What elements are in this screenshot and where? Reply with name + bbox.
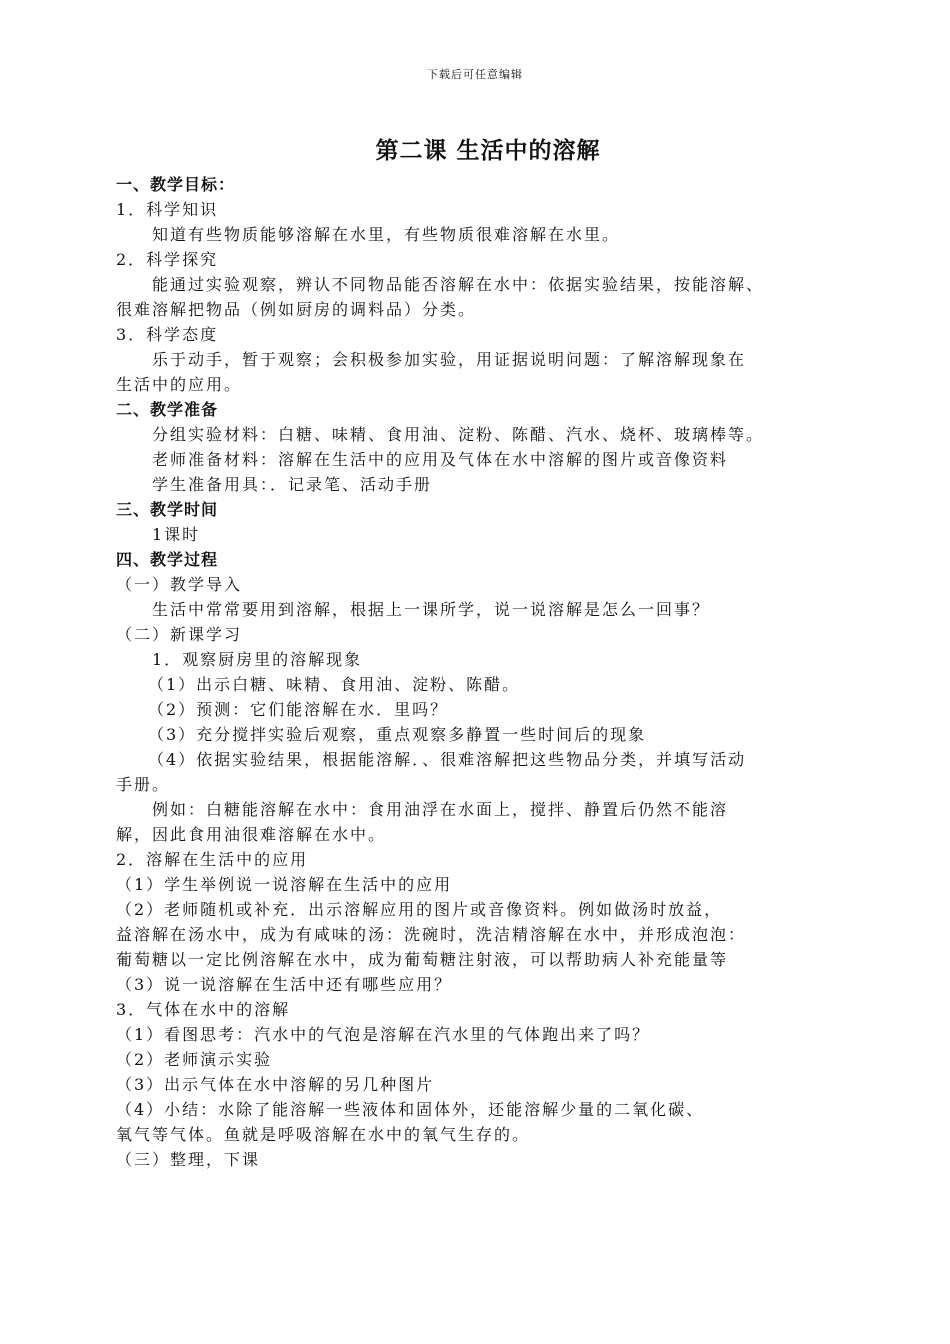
text-line: （二）新课学习 <box>116 625 243 644</box>
text-line: 生活中常常要用到溶解，根据上一课所学，说一说溶解是怎么一回事？ <box>152 600 711 619</box>
document-body <box>116 172 806 1172</box>
header-note: 下载后可任意编辑 <box>427 68 523 81</box>
document-title: 第二课 生活中的溶解 <box>375 138 601 164</box>
text-line: 例如：白糖能溶解在水中：食用油浮在水面上，搅拌、静置后仍然不能溶 <box>152 800 729 819</box>
text-line: （1）看图思考：汽水中的气泡是溶解在汽水里的气体跑出来了吗？ <box>116 1025 651 1044</box>
text-line: 老师准备材料：溶解在生活中的应用及气体在水中溶解的图片或音像资料 <box>152 450 729 469</box>
text-line: 学生准备用具：．记录笔、活动手册 <box>152 475 433 494</box>
text-line: 2．溶解在生活中的应用 <box>116 850 309 869</box>
text-line: 3．科学态度 <box>116 325 219 344</box>
text-line: 很难溶解把物品（例如厨房的调料品）分类。 <box>116 300 477 319</box>
text-line: 乐于动手，暂于观察；会积极参加实验，用证据说明问题：了解溶解现象在 <box>152 350 747 369</box>
text-line: 分组实验材料：白糖、味精、食用油、淀粉、陈醋、汽水、烧杯、玻璃棒等。 <box>152 425 765 444</box>
text-line: 手册。 <box>116 775 171 794</box>
section-heading: 三、教学时间 <box>116 500 219 519</box>
text-line: （三）整理，下课 <box>116 1150 261 1169</box>
text-line: （2）预测：它们能溶解在水．里吗？ <box>148 700 449 719</box>
text-line: （3）出示气体在水中溶解的另几种图片 <box>116 1075 435 1094</box>
text-line: （2）老师演示实验 <box>116 1050 273 1069</box>
text-line: 2．科学探究 <box>116 250 219 269</box>
section-heading: 四、教学过程 <box>116 550 219 569</box>
text-line: （4）小结：水除了能溶解一些液体和固体外，还能溶解少量的二氧化碳、 <box>116 1100 705 1119</box>
text-line: 3．气体在水中的溶解 <box>116 1000 291 1019</box>
text-line: （3）充分搅拌实验后观察，重点观察多静置一些时间后的现象 <box>148 725 647 744</box>
text-line: （1）学生举例说一说溶解在生活中的应用 <box>116 875 453 894</box>
text-line: 知道有些物质能够溶解在水里，有些物质很难溶解在水里。 <box>152 225 621 244</box>
text-line: 益溶解在汤水中，成为有咸味的汤：洗碗时，洗洁精溶解在水中，并形成泡泡： <box>116 925 747 944</box>
text-line: 1．观察厨房里的溶解现象 <box>152 650 363 669</box>
text-line: （3）说一说溶解在生活中还有哪些应用？ <box>116 975 453 994</box>
text-line: （2）老师随机或补充．出示溶解应用的图片或音像资料。例如做汤时放益， <box>116 900 723 919</box>
text-line: （一）教学导入 <box>116 575 243 594</box>
text-line: 1课时 <box>152 525 201 544</box>
section-heading: 二、教学准备 <box>116 400 219 419</box>
text-line: 能通过实验观察，辨认不同物品能否溶解在水中：依据实验结果，按能溶解、 <box>152 275 765 294</box>
text-line: 氧气等气体。鱼就是呼吸溶解在水中的氧气生存的。 <box>116 1125 531 1144</box>
text-line: （1）出示白糖、味精、食用油、淀粉、陈醋。 <box>148 675 521 694</box>
text-line: （4）依据实验结果，根据能溶解．、很难溶解把这些物品分类，并填写活动 <box>148 750 747 769</box>
section-heading: 一、教学目标： <box>116 175 236 194</box>
text-line: 葡萄糖以一定比例溶解在水中，成为葡萄糖注射液，可以帮助病人补充能量等 <box>116 950 729 969</box>
text-line: 生活中的应用。 <box>116 375 243 394</box>
text-line: 1．科学知识 <box>116 200 219 219</box>
text-line: 解，因此食用油很难溶解在水中。 <box>116 825 387 844</box>
